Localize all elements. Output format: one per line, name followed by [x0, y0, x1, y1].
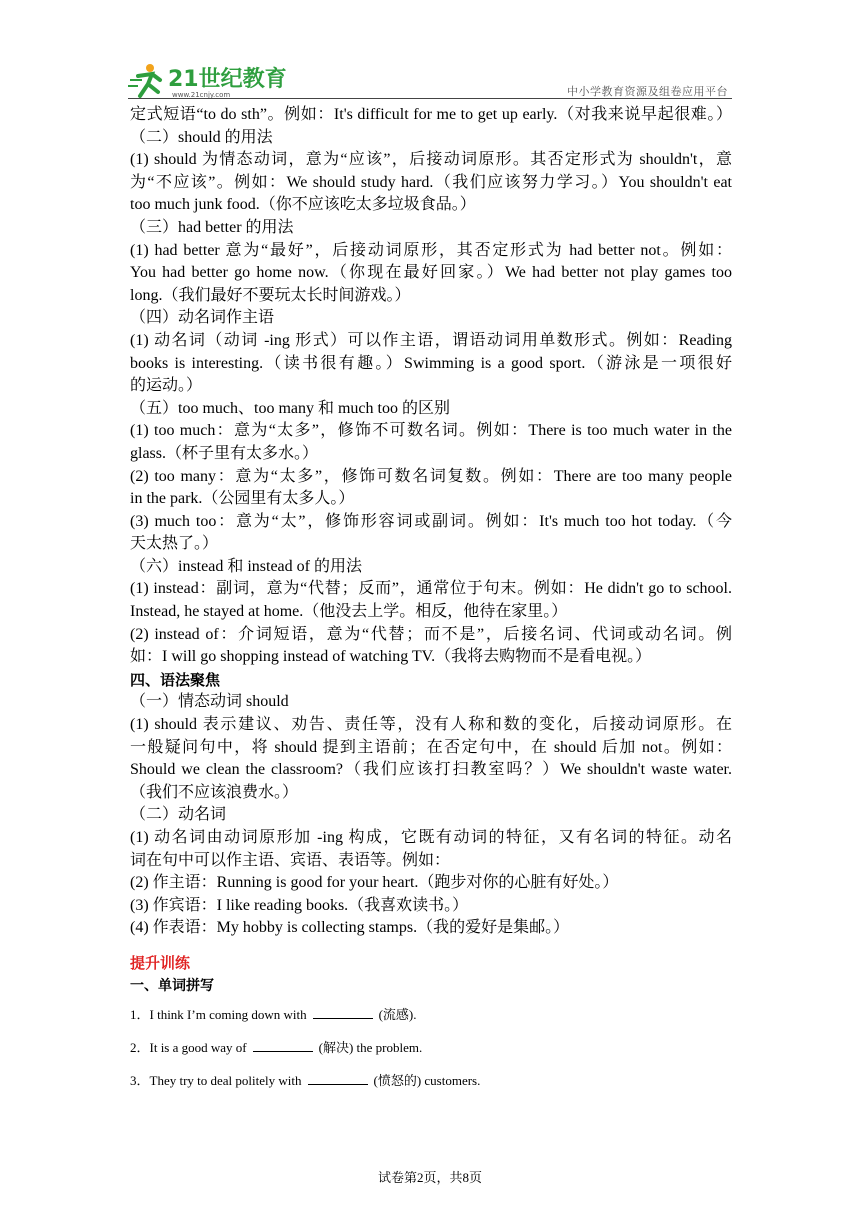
section-heading: （五）too much、too many 和 much too 的区别 — [130, 399, 450, 417]
part-heading: 四、语法聚焦 — [130, 670, 221, 689]
text-line: (1) should 为情态动词，意为“应该”，后接动词原形。其否定形式为 shouldn't，意 — [130, 151, 732, 169]
logo-text: 21世纪教育 — [168, 67, 287, 92]
page-content — [130, 104, 732, 1088]
text-line: 为“不应该”。例如：We should study hard.（我们应该努力学习。）You shouldn't eat — [130, 173, 732, 191]
section-heading: （二）动名词 — [130, 806, 227, 824]
header-platform: 中小学教育资源及组卷应用平台 — [567, 85, 728, 98]
text-line: 天太热了。） — [130, 535, 219, 553]
section-heading: （六）instead 和 instead of 的用法 — [130, 557, 362, 575]
text-line: (1) should 表示建议、劝告、责任等，没有人称和数的变化，后接动词原形。在 — [130, 716, 732, 734]
section-heading: （四）动名词作主语 — [130, 309, 275, 327]
section-heading: （一）情态动词 should — [130, 693, 289, 711]
text-line: (1) instead：副词，意为“代替；反而”，通常位于句末。例如：He didn't go to school. — [130, 580, 732, 598]
answer-blank[interactable] — [308, 1073, 368, 1085]
text-line: glass.（杯子里有太多水。） — [130, 444, 319, 462]
text-line: (1) 动名词由动词原形加 -ing 构成，它既有动词的特征，又有名词的特征。动名 — [130, 829, 732, 846]
text-line: (2) too many：意为“太多”，修饰可数名词复数。例如：There are too many people — [130, 467, 732, 485]
text-line: Instead, he stayed at home.（他没去上学。相反，他待在家里。） — [130, 603, 568, 621]
text-line: 词在句中可以作主语、宾语、表语等。例如： — [130, 851, 451, 869]
section-heading: （三）had better 的用法 — [130, 218, 294, 236]
text-line: (1) 动名词（动词 -ing 形式）可以作主语，谓语动词用单数形式。例如：Reading — [130, 331, 732, 349]
text-line: books is interesting.（读书很有趣。）Swimming is a good sport.（游泳是一项很好 — [130, 354, 732, 372]
text-line: too much junk food.（你不应该吃太多垃圾食品。） — [130, 196, 476, 214]
text-line: (2) 作主语：Running is good for your heart.（跑步对你的心脏有好处。） — [130, 874, 619, 892]
text-line: 如：I will go shopping instead of watching TV.（我将去购物而不是看电视。） — [130, 648, 652, 666]
text-line: long.（我们最好不要玩太长时间游戏。） — [130, 286, 411, 304]
runner-icon — [128, 64, 160, 96]
text-line: (1) too much：意为“太多”，修饰不可数名词。例如：There is too much water in the — [130, 422, 732, 440]
practice-title: 提升训练 — [130, 953, 191, 972]
practice-item: 3．They try to deal politely with (愤怒的) customers. — [130, 1073, 481, 1089]
practice-item: 1．I think I’m coming down with (流感). — [130, 1007, 417, 1023]
text-line: (2) instead of：介词短语，意为“代替；而不是”，后接名词、代词或动名词。例 — [130, 625, 732, 643]
practice-item: 2．It is a good way of (解决) the problem. — [130, 1040, 423, 1056]
text-line: 的运动。） — [130, 377, 203, 395]
text-line: in the park.（公园里有太多人。） — [130, 490, 355, 508]
practice-section: 一、单词拼写 — [130, 977, 214, 994]
answer-blank[interactable] — [313, 1007, 373, 1019]
text-line: You had better go home now.（你现在最好回家。）We had better not play games too — [130, 264, 732, 282]
section-heading: （二）should 的用法 — [130, 128, 273, 146]
text-line: Should we clean the classroom?（我们应该打扫教室吗？）We shouldn't waste water. — [130, 761, 732, 779]
logo-url: www.21cnjy.com — [172, 91, 231, 99]
page-footer: 试卷第2页，共8页 — [377, 1170, 482, 1185]
header-rule — [128, 98, 732, 99]
answer-blank[interactable] — [253, 1040, 313, 1052]
logo — [128, 62, 287, 100]
text-line: 一般疑问句中，将 should 提到主语前；在否定句中，在 should 后加 not。例如： — [130, 738, 732, 756]
text-line: (3) much too：意为“太”，修饰形容词或副词。例如：It's much too hot today.（今 — [130, 512, 732, 530]
text-line: (4) 作表语：My hobby is collecting stamps.（我的爱好是集邮。） — [130, 919, 570, 937]
text-line: (1) had better 意为“最好”，后接动词原形，其否定形式为 had better not。例如： — [130, 241, 732, 259]
text-line: (3) 作宾语：I like reading books.（我喜欢读书。） — [130, 896, 469, 914]
text-line: （我们不应该浪费水。） — [130, 783, 299, 801]
page-header — [128, 62, 732, 102]
text-line: 定式短语“to do sth”。例如：It's difficult for me to get up early.（对我来说早起很难。） — [130, 106, 732, 123]
